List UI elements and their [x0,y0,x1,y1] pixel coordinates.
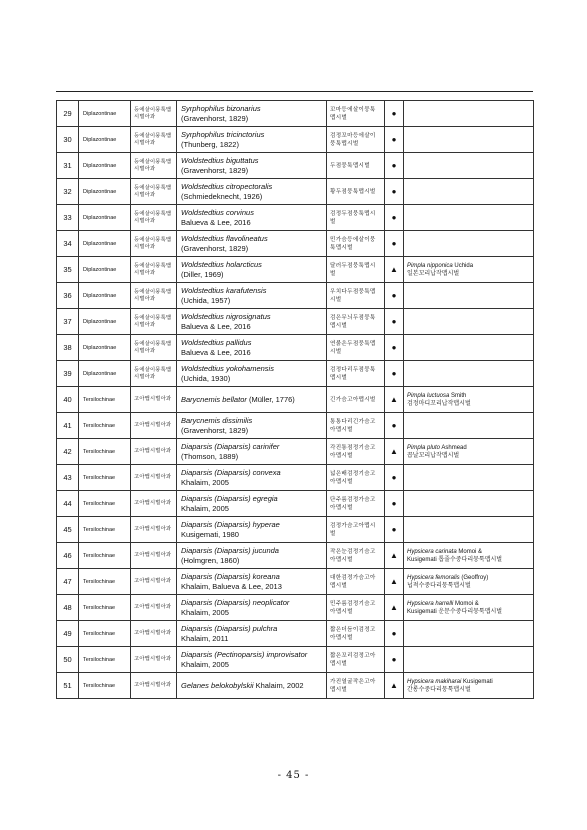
host-cell [404,673,534,699]
korean-name-cell: 짧은꼬리검정고아맵시벌 [327,647,385,673]
group-korean-cell: 고아맵시벌아과 [131,595,177,621]
host-cell [404,465,534,491]
host-cell [404,361,534,387]
status-mark: ● [385,231,404,257]
status-mark: ● [385,621,404,647]
row-number: 47 [57,569,79,595]
subfamily-cell: Tersilochinae [79,517,131,543]
author-citation: Balueva & Lee, 2016 [181,217,251,227]
subfamily-cell: Diplazontinae [79,335,131,361]
subfamily-cell: Diplazontinae [79,205,131,231]
korean-name-cell: 검은무늬두점뭉툭맵시벌 [327,309,385,335]
page-number: - 45 - [277,770,310,781]
row-number: 35 [57,257,79,283]
scientific-name: Diaparsis (Diaparsis) jucunda [181,546,279,555]
status-mark: ● [385,127,404,153]
group-korean-cell: 등에살이뭉툭맵시벌아과 [131,153,177,179]
status-mark: ▲ [385,543,404,569]
host-cell [404,257,534,283]
author-citation: (Gravenhorst, 1829) [181,425,249,435]
korean-name-cell: 짧은더듬이검정고아맵시벌 [327,621,385,647]
subfamily-cell: Tersilochinae [79,569,131,595]
author-citation: (Schmiedeknecht, 1926) [181,191,263,201]
korean-name-cell: 황두점뭉툭맵시벌 [327,179,385,205]
host-cell [404,309,534,335]
status-mark: ● [385,283,404,309]
korean-name-cell: 민주름검정기슴고아맵시벌 [327,595,385,621]
status-mark: ● [385,647,404,673]
table-row [57,517,534,543]
host-author: Uchida [452,262,474,269]
scientific-name-cell [177,413,327,439]
row-number: 51 [57,673,79,699]
host-cell [404,439,534,465]
subfamily-cell: Tersilochinae [79,543,131,569]
subfamily-cell: Diplazontinae [79,231,131,257]
host-cell [404,413,534,439]
status-mark: ● [385,465,404,491]
korean-name-cell: 긴가슴고아맵시벌 [327,387,385,413]
subfamily-cell: Diplazontinae [79,309,131,335]
author-citation: (Holmgren, 1860) [181,555,240,565]
korean-name-cell: 우치다두점뭉툭맵시벌 [327,283,385,309]
status-mark: ▲ [385,439,404,465]
subfamily-cell: Tersilochinae [79,673,131,699]
table-row [57,153,534,179]
author-citation: Khalaim, 2005 [181,477,229,487]
scientific-name-suffix: (Müller, 1776) [246,394,295,404]
host-cell [404,569,534,595]
row-number: 34 [57,231,79,257]
group-korean-cell: 등에살이뭉툭맵시벌아과 [131,283,177,309]
group-korean-cell: 고아맵시벌아과 [131,413,177,439]
host-author: (Geoffroy) [459,574,489,581]
status-mark: ▲ [385,595,404,621]
table-row [57,595,534,621]
author-citation: (Uchida, 1930) [181,373,231,383]
host-author: Momoi & [453,600,479,607]
subfamily-cell: Tersilochinae [79,465,131,491]
group-korean-cell: 고아맵시벌아과 [131,673,177,699]
scientific-name: Woldstedtius holarcticus [181,260,262,269]
author-citation: (Thunberg, 1822) [181,139,239,149]
subfamily-cell: Tersilochinae [79,595,131,621]
table-row [57,335,534,361]
author-citation: Khalaim, 2005 [181,503,229,513]
status-mark: ● [385,335,404,361]
host-korean-name: 검정마디꼬리납작맵시벌 [407,400,471,407]
host-cell [404,335,534,361]
scientific-name-cell [177,361,327,387]
host-cell [404,621,534,647]
status-mark: ● [385,179,404,205]
korean-name-cell: 꼬마등에살이뭉툭맵시벌 [327,101,385,127]
scientific-name: Woldstedtius nigrosignatus [181,312,271,321]
host-author: Momoi & [456,548,483,555]
subfamily-cell: Diplazontinae [79,257,131,283]
korean-name-cell: 검정다리두점뭉툭맵시벌 [327,361,385,387]
scientific-name-cell [177,127,327,153]
row-number: 41 [57,413,79,439]
status-mark: ▲ [385,673,404,699]
korean-name-cell: 통통다리긴가슴고아맵시벌 [327,413,385,439]
host-cell [404,205,534,231]
species-table-body [57,101,534,699]
status-mark: ● [385,517,404,543]
host-author: Smith [449,392,467,399]
scientific-name: Diaparsis (Diaparsis) neoplicator [181,598,290,607]
subfamily-cell: Tersilochinae [79,387,131,413]
row-number: 49 [57,621,79,647]
status-mark: ● [385,309,404,335]
group-korean-cell: 고아맵시벌아과 [131,465,177,491]
author-citation: (Gravenhorst, 1829) [181,165,249,175]
author-citation: (Uchida, 1957) [181,295,231,305]
korean-name-cell: 가진열굴작은고아맵시벌 [327,673,385,699]
status-mark: ▲ [385,387,404,413]
author-citation: (Diller, 1969) [181,269,224,279]
subfamily-cell: Diplazontinae [79,101,131,127]
korean-name-cell: 넓은배검정기슴고아맵시벌 [327,465,385,491]
scientific-name-cell [177,205,327,231]
korean-name-cell: 달러두점뭉툭맵시벌 [327,257,385,283]
table-row [57,465,534,491]
group-korean-cell: 고아맵시벌아과 [131,569,177,595]
scientific-name-cell [177,621,327,647]
subfamily-cell: Tersilochinae [79,491,131,517]
table-row [57,257,534,283]
group-korean-cell: 등에살이뭉툭맵시벌아과 [131,179,177,205]
scientific-name-cell [177,153,327,179]
table-row [57,673,534,699]
group-korean-cell: 등에살이뭉툭맵시벌아과 [131,309,177,335]
group-korean-cell: 고아맵시벌아과 [131,491,177,517]
row-number: 46 [57,543,79,569]
author-citation: (Thomson, 1889) [181,451,239,461]
subfamily-cell: Tersilochinae [79,439,131,465]
row-number: 30 [57,127,79,153]
row-number: 33 [57,205,79,231]
scientific-name-cell [177,569,327,595]
subfamily-cell: Diplazontinae [79,283,131,309]
status-mark: ▲ [385,257,404,283]
table-row [57,413,534,439]
scientific-name: Diaparsis (Diaparsis) convexa [181,468,281,477]
author-citation: Balueva & Lee, 2016 [181,347,251,357]
scientific-name-cell [177,491,327,517]
table-row [57,309,534,335]
host-author: Ashmead [440,444,467,451]
row-number: 43 [57,465,79,491]
scientific-name-cell [177,257,327,283]
table-row [57,621,534,647]
scientific-name-cell [177,647,327,673]
group-korean-cell: 고아맵시벌아과 [131,439,177,465]
korean-name-cell: 검정꼬마등에살이뭉툭맵시벌 [327,127,385,153]
scientific-name: Barycnemis bellator [181,394,247,404]
host-scientific-name: Pimpla nipponica [407,262,453,269]
scientific-name-cell [177,595,327,621]
korean-name-cell: 단주름검정가슴고아맵시벌 [327,491,385,517]
host-cell [404,517,534,543]
scientific-name-cell [177,179,327,205]
top-rule [56,91,533,92]
row-number: 39 [57,361,79,387]
scientific-name-cell [177,543,327,569]
korean-name-cell: 검정두점뭉툭맵시벌 [327,205,385,231]
host-korean-name: 넙적수중다리뭉툭맵시벌 [407,582,471,589]
row-number: 50 [57,647,79,673]
host-cell [404,387,534,413]
table-row [57,647,534,673]
table-row [57,361,534,387]
table-row [57,231,534,257]
korean-name-cell: 검정가슴고아맵시벌 [327,517,385,543]
author-citation: (Gravenhorst, 1829) [181,113,249,123]
table-row [57,179,534,205]
host-korean-name: Kusigemati 운문수중다리뭉툭맵시벌 [407,608,503,615]
scientific-name: Syrphophilus tricinctorius [181,130,265,139]
group-korean-cell: 고아맵시벌아과 [131,387,177,413]
table-row [57,491,534,517]
author-citation: Khalaim, Balueva & Lee, 2013 [181,581,282,591]
group-korean-cell: 고아맵시벌아과 [131,543,177,569]
row-number: 32 [57,179,79,205]
table-row [57,569,534,595]
author-citation: (Gravenhorst, 1829) [181,243,249,253]
scientific-name: Syrphophilus bizonarius [181,104,261,113]
author-citation: Kusigemati, 1980 [181,529,239,539]
row-number: 31 [57,153,79,179]
subfamily-cell: Diplazontinae [79,361,131,387]
scientific-name: Woldstedtius corvinus [181,208,254,217]
scientific-name: Woldstedtius flavolineatus [181,234,268,243]
row-number: 40 [57,387,79,413]
scientific-name-cell [177,517,327,543]
subfamily-cell: Diplazontinae [79,153,131,179]
korean-name-cell: 연붉은두점뭉툭맵시벌 [327,335,385,361]
author-citation: Khalaim, 2011 [181,633,229,643]
host-scientific-name: Hypsicera carinata [407,548,457,555]
subfamily-cell: Tersilochinae [79,413,131,439]
host-cell [404,179,534,205]
korean-name-cell: 각진통점정기슴고아맵시벌 [327,439,385,465]
group-korean-cell: 등에살이뭉툭맵시벌아과 [131,101,177,127]
host-cell [404,101,534,127]
host-scientific-name: Hypsicera harrelli [407,600,454,607]
group-korean-cell: 등에살이뭉툭맵시벌아과 [131,127,177,153]
host-scientific-name: Pimpla luctuosa [407,392,450,399]
scientific-name: Diaparsis (Diaparsis) koreana [181,572,280,581]
scientific-name: Diaparsis (Diaparsis) hyperae [181,520,280,529]
subfamily-cell: Diplazontinae [79,179,131,205]
scientific-name: Barycnemis dissimilis [181,416,253,425]
host-scientific-name: Pimpla pluto [407,444,441,451]
scientific-name-cell [177,439,327,465]
table-row [57,205,534,231]
table-row [57,283,534,309]
scientific-name-cell [177,387,327,413]
table-row [57,387,534,413]
host-korean-name: 꼽날꼬리납작맵시벌 [407,452,460,459]
scientific-name: Diaparsis (Diaparsis) egregia [181,494,278,503]
status-mark: ● [385,491,404,517]
status-mark: ● [385,153,404,179]
author-citation: Khalaim, 2005 [181,659,229,669]
group-korean-cell: 등에살이뭉툭맵시벌아과 [131,361,177,387]
scientific-name-cell [177,101,327,127]
row-number: 38 [57,335,79,361]
group-korean-cell: 고아맵시벌아과 [131,647,177,673]
host-korean-name: 간롱수중다리뭉툭맵시벌 [407,686,471,693]
scientific-name-suffix: Khalaim, 2002 [253,680,304,690]
host-cell [404,153,534,179]
group-korean-cell: 고아맵시벌아과 [131,517,177,543]
group-korean-cell: 등에살이뭉툭맵시벌아과 [131,257,177,283]
host-cell [404,647,534,673]
scientific-name-cell [177,309,327,335]
korean-name-cell: 대한검정가슴고아맵시벌 [327,569,385,595]
row-number: 44 [57,491,79,517]
species-table [56,100,534,699]
table-row [57,543,534,569]
row-number: 45 [57,517,79,543]
subfamily-cell: Tersilochinae [79,621,131,647]
host-cell [404,491,534,517]
host-cell [404,127,534,153]
host-korean-name: 일본꼬리납작맵시벌 [407,270,460,277]
group-korean-cell: 고아맵시벌아과 [131,621,177,647]
scientific-name-cell [177,673,327,699]
scientific-name: Gelanes belokobylskii [181,680,254,690]
scientific-name: Diaparsis (Pectinoparsis) improvisator [181,650,308,659]
scientific-name: Woldstedtius karafutensis [181,286,267,295]
row-number: 36 [57,283,79,309]
scientific-name: Woldstedtius pallidus [181,338,252,347]
row-number: 37 [57,309,79,335]
host-cell [404,283,534,309]
korean-name-cell: 민가슴등에살이뭉툭맵시벌 [327,231,385,257]
host-cell [404,231,534,257]
status-mark: ▲ [385,569,404,595]
scientific-name: Woldstedtius yokohamensis [181,364,274,373]
row-number: 48 [57,595,79,621]
status-mark: ● [385,101,404,127]
korean-name-cell: 두점뭉툭맵시벌 [327,153,385,179]
host-cell [404,543,534,569]
group-korean-cell: 등에살이뭉툭맵시벌아과 [131,205,177,231]
subfamily-cell: Tersilochinae [79,647,131,673]
author-citation: Balueva & Lee, 2016 [181,321,251,331]
scientific-name: Woldstedtius biguttatus [181,156,259,165]
scientific-name: Woldstedtius citropectoralis [181,182,273,191]
host-scientific-name: Hypsicera femoralis [407,574,460,581]
row-number: 42 [57,439,79,465]
table-row [57,439,534,465]
author-citation: Khalaim, 2005 [181,607,229,617]
table-row [57,127,534,153]
subfamily-cell: Diplazontinae [79,127,131,153]
host-korean-name: Kusigemati 톱줄수중다리뭉툭맵시벌 [407,556,503,563]
scientific-name-cell [177,231,327,257]
scientific-name-cell [177,465,327,491]
group-korean-cell: 등에살이뭉툭맵시벌아과 [131,335,177,361]
status-mark: ● [385,361,404,387]
status-mark: ● [385,205,404,231]
korean-name-cell: 작은눈검정기슴고아맵시벌 [327,543,385,569]
host-cell [404,595,534,621]
host-scientific-name: Hypsicera makiharai [407,678,462,685]
status-mark: ● [385,413,404,439]
scientific-name-cell [177,335,327,361]
row-number: 29 [57,101,79,127]
group-korean-cell: 등에살이뭉툭맵시벌아과 [131,231,177,257]
table-row [57,101,534,127]
scientific-name: Diaparsis (Diaparsis) carinifer [181,442,280,451]
scientific-name-cell [177,283,327,309]
scientific-name: Diaparsis (Diaparsis) pulchra [181,624,278,633]
host-author: Kusigemati [461,678,493,685]
